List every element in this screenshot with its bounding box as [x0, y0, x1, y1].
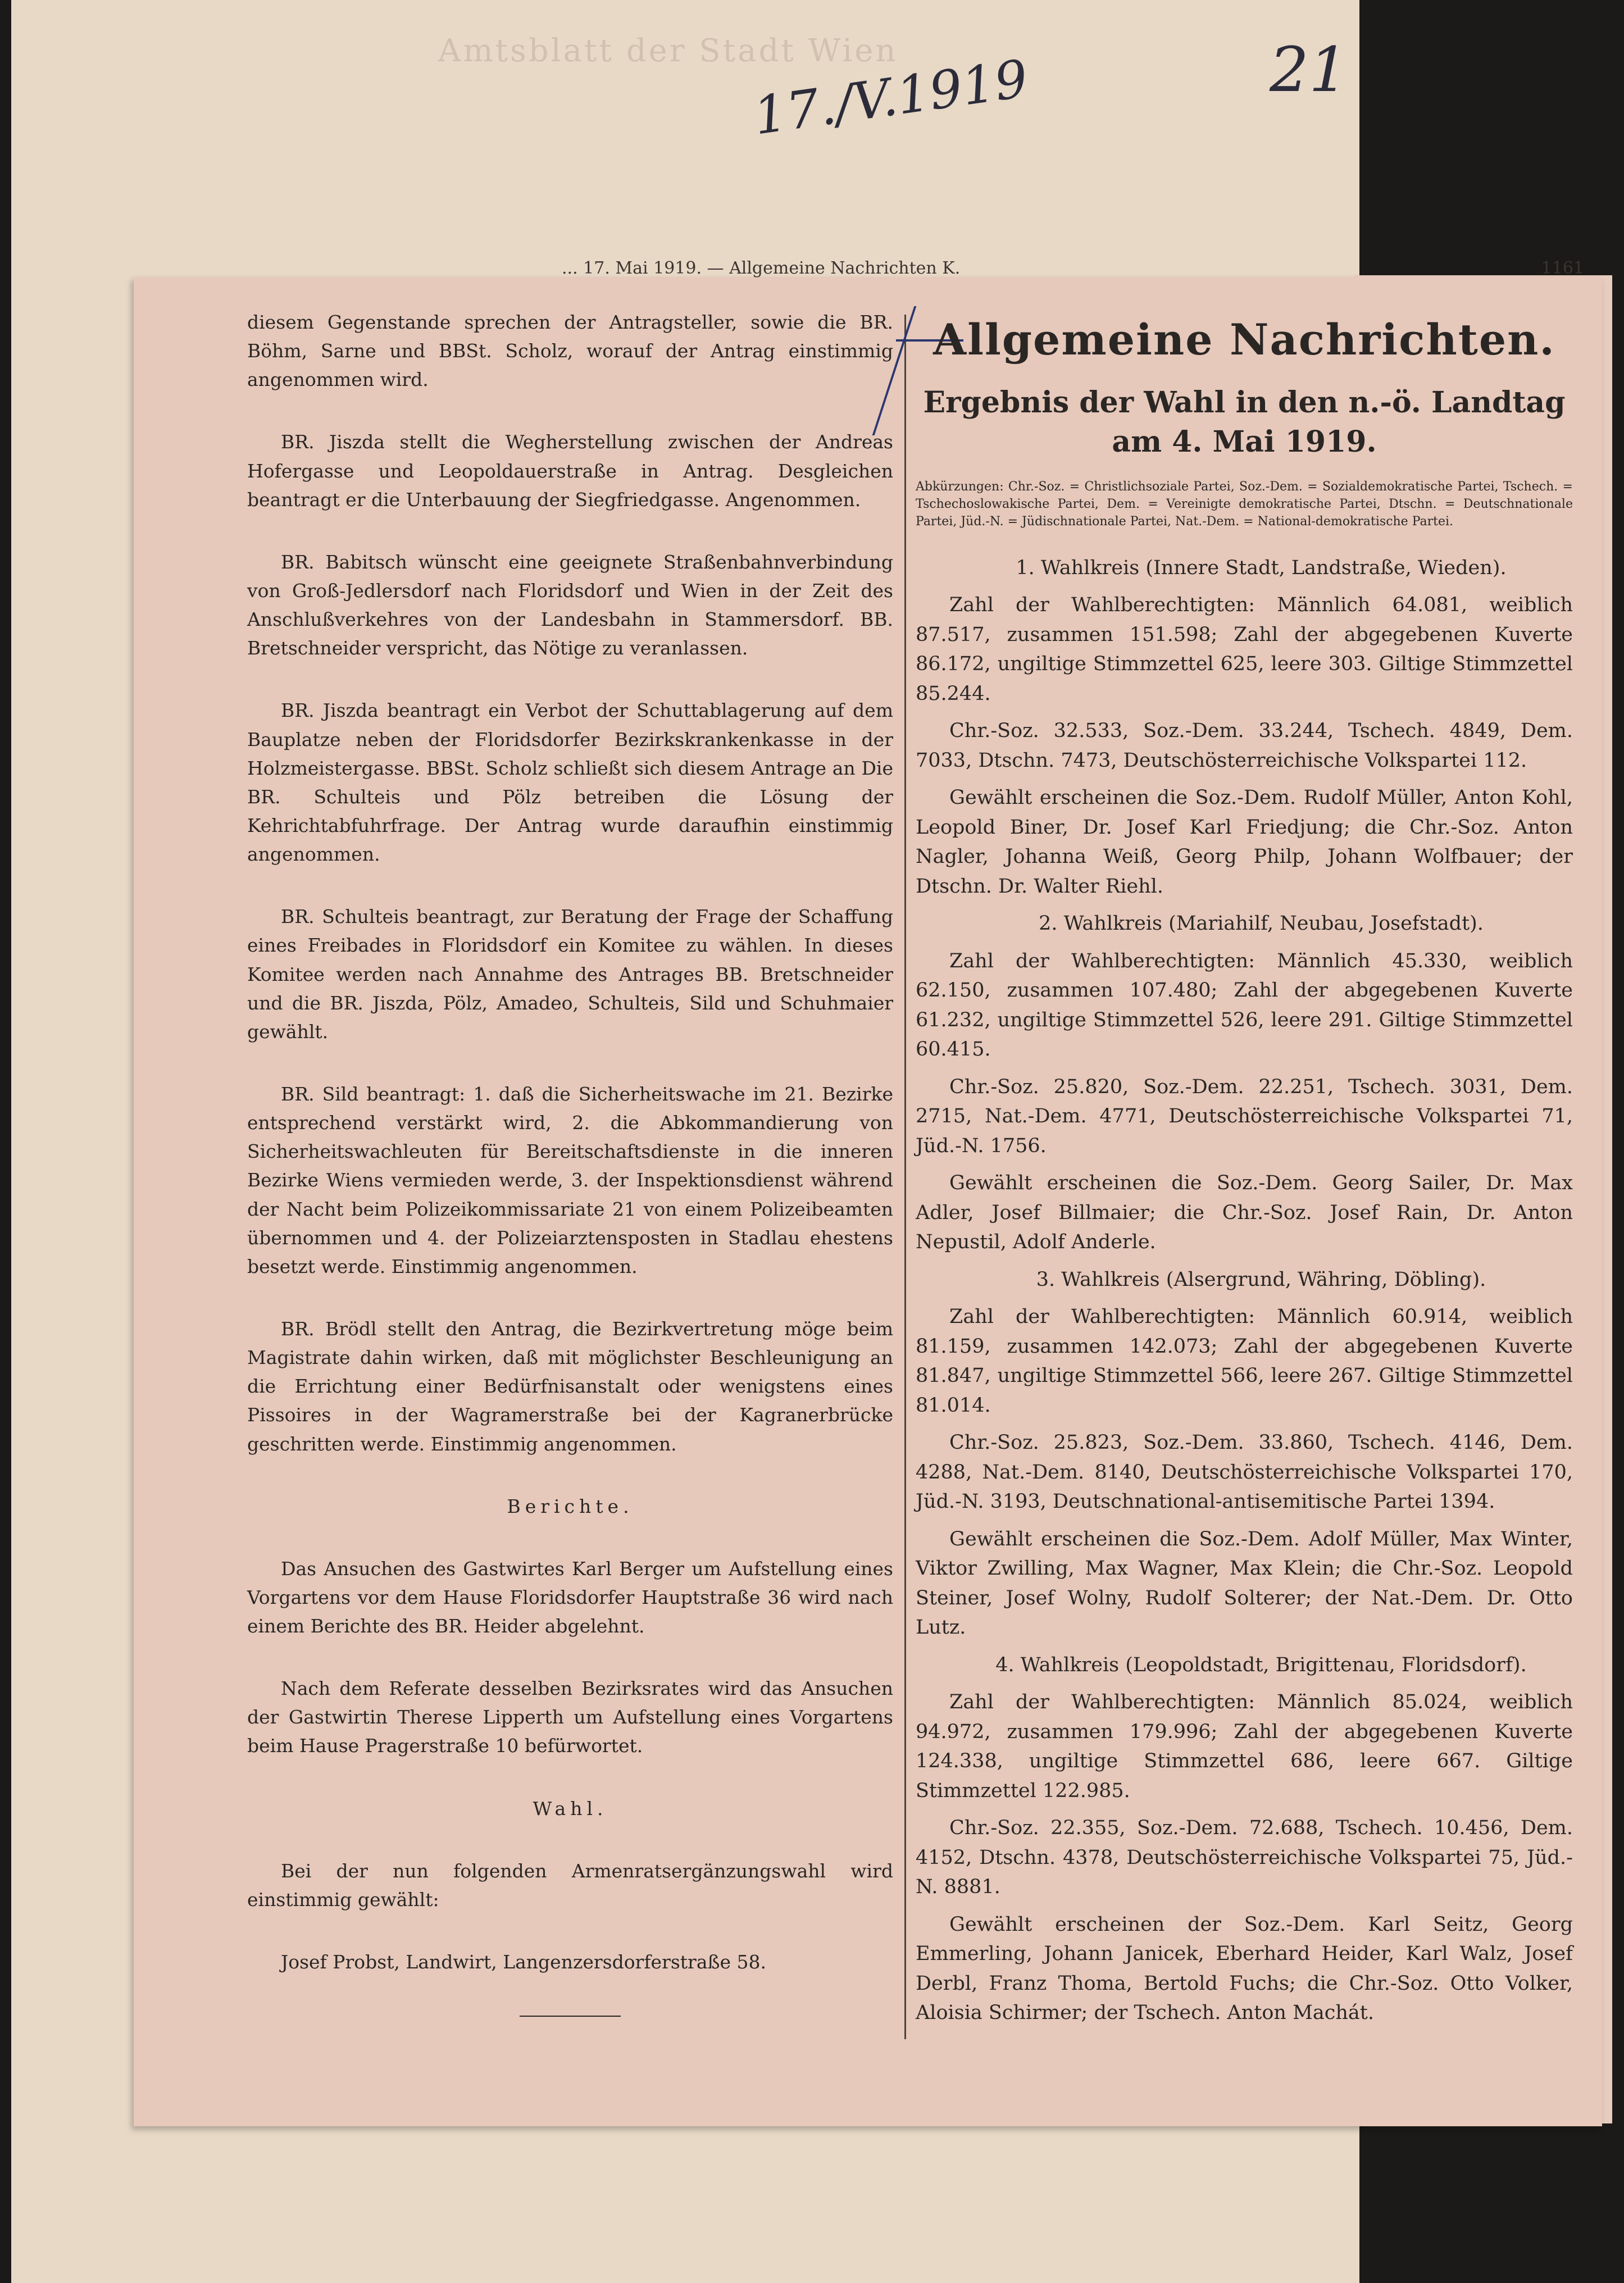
district-votes: Chr.-Soz. 25.823, Soz.-Dem. 33.860, Tschech. 4146, Dem. 4288, Nat.-Dem. 8140, Deutschösterreichische Volkspartei 170, Jüd.-N. 3193, Deutschnational-antisemitische Partei 1394.	[916, 1431, 1573, 1513]
section-title: Allgemeine Nachrichten.	[933, 315, 1555, 365]
clipping-header	[562, 258, 1601, 281]
district-block	[916, 1650, 1573, 2028]
right-column	[916, 308, 1573, 2036]
handwritten-date: 17./V.1919	[749, 48, 1032, 147]
district-votes: Chr.-Soz. 22.355, Soz.-Dem. 72.688, Tschech. 10.456, Dem. 4152, Dtschn. 4378, Deutschösterreichische Volkspartei 75, Jüd.-N. 8881.	[916, 1817, 1573, 1899]
district-elected: Gewählt erscheinen der Soz.-Dem. Karl Seitz, Georg Emmerling, Johann Janicek, Eberhard Heider, Karl Walz, Josef Derbl, Franz Thoma, Bertold Fuchs; die Chr.-Soz. Otto Volker, Aloisia Schirmer; der Tschech. Anton Machát.	[916, 1913, 1573, 2025]
handwritten-page-number: 21	[1270, 34, 1348, 106]
paragraph: BR. Schulteis beantragt, zur Beratung der Frage der Schaffung eines Freibades in Floridsdorf ein Komitee zu wählen. In dieses Komitee werden nach Annahme des Antrages BB. Bretschneider und die BR. Jiszda, Pölz, Amadeo, Schulteis, Sild und Schuhmaier gewählt.	[247, 906, 893, 1043]
header-text: ... 17. Mai 1919. — Allgemeine Nachrichten K.	[562, 258, 961, 278]
paragraph: Nach dem Referate desselben Bezirksrates wird das Ansuchen der Gastwirtin Therese Lipperth um Aufstellung eines Vorgartens beim Hause Pragerstraße 10 befürwortet.	[247, 1677, 893, 1757]
paragraph: BR. Jiszda beantragt ein Verbot der Schuttablagerung auf dem Bauplatze neben der Floridsdorfer Bezirkskrankenkasse in der Holzmeistergasse. BBSt. Scholz schließt sich diesem Antrage an Die BR. Schulteis und Pölz betreiben die Lösung der Kehrichtabfuhrfrage. Der Antrag wurde daraufhin einstimmig angenommen.	[247, 699, 893, 866]
district-stats: Zahl der Wahlberechtigten: Männlich 85.024, weiblich 94.972, zusammen 179.996; Zahl der abgegebenen Kuverte 124.338, ungiltige Stimmzettel 686, leere 667. Giltige Stimmzettel 122.985.	[916, 1691, 1573, 1802]
district-stats: Zahl der Wahlberechtigten: Männlich 45.330, weiblich 62.150, zusammen 107.480; Zahl der abgegebenen Kuverte 61.232, ungiltige Stimmzettel 526, leere 291. Giltige Stimmzettel 60.415.	[916, 949, 1573, 1061]
district-stats: Zahl der Wahlberechtigten: Männlich 60.914, weiblich 81.159, zusammen 142.073; Zahl der abgegebenen Kuverte 81.847, ungiltige Stimmzettel 566, leere 267. Giltige Stimmzettel 81.014.	[916, 1306, 1573, 1417]
district-block	[916, 909, 1573, 1257]
paragraph: Bei der nun folgenden Armenratsergänzungswahl wird einstimmig gewählt:	[247, 1859, 893, 1911]
abbreviations-note: Abkürzungen: Chr.-Soz. = Christlichsoziale Partei, Soz.-Dem. = Sozialdemokratische Partei, Tschech. = Tschechoslowakische Partei, Dem. = Vereinigte demokratische Partei, Dtschn. = Deutschnationale Partei, Jüd.-N. = Jüdischnationale Partei, Nat.-Dem. = National-demokratische Partei.	[916, 480, 1573, 529]
headline-line-1: Ergebnis der Wahl in den n.-ö. Landtag	[923, 385, 1566, 420]
paragraph: BR. Jiszda stellt die Wegherstellung zwischen der Andreas Hofergasse und Leopoldauerstraße in Antrag. Desgleichen beantragt er die Unterbauung der Siegfriedgasse. Angenommen.	[247, 431, 893, 511]
column-divider	[904, 315, 906, 2039]
paragraph: diesem Gegenstande sprechen der Antragsteller, sowie die BR. Böhm, Sarne und BBSt. Scholz, worauf der Antrag einstimmig angenommen wird.	[247, 311, 893, 391]
district-heading: 1. Wahlkreis (Innere Stadt, Landstraße, Wieden).	[1016, 556, 1507, 579]
headline-line-2: am 4. Mai 1919.	[1112, 425, 1377, 460]
district-block	[916, 553, 1573, 902]
section-heading: Berichte.	[507, 1495, 634, 1517]
archive-stamp: Amtsblatt der Stadt Wien	[438, 33, 898, 69]
article-headline	[916, 383, 1573, 462]
district-elected: Gewählt erscheinen die Soz.-Dem. Georg Sailer, Dr. Max Adler, Josef Billmaier; die Chr.-Soz. Josef Rain, Dr. Anton Nepustil, Adolf Anderle.	[916, 1172, 1573, 1254]
end-rule	[520, 2016, 621, 2017]
section-heading: Wahl.	[533, 1797, 608, 1820]
paragraph: BR. Babitsch wünscht eine geeignete Straßenbahnverbindung von Groß-Jedlersdorf nach Floridsdorf und Wien in der Zeit des Anschlußverkehres von der Landesbahn in Stammersdorf. BB. Bretschneider verspricht, das Nötige zu veranlassen.	[247, 551, 893, 660]
district-elected: Gewählt erscheinen die Soz.-Dem. Rudolf Müller, Anton Kohl, Leopold Biner, Dr. Josef Karl Friedjung; die Chr.-Soz. Anton Nagler, Johanna Weiß, Georg Philp, Johann Wolfbauer; der Dtschn. Dr. Walter Riehl.	[916, 786, 1573, 898]
left-column	[247, 308, 893, 2017]
district-stats: Zahl der Wahlberechtigten: Männlich 64.081, weiblich 87.517, zusammen 151.598; Zahl der abgegebenen Kuverte 86.172, ungiltige Stimmzettel 625, leere 303. Giltige Stimmzettel 85.244.	[916, 594, 1573, 705]
district-elected: Gewählt erscheinen die Soz.-Dem. Adolf Müller, Max Winter, Viktor Zwilling, Max Wagner, Max Klein; die Chr.-Soz. Leopold Steiner, Josef Wolny, Rudolf Solterer; der Nat.-Dem. Dr. Otto Lutz.	[916, 1527, 1573, 1639]
district-heading: 3. Wahlkreis (Alsergrund, Währing, Döbling).	[1036, 1268, 1486, 1291]
district-block	[916, 1265, 1573, 1643]
paragraph: BR. Brödl stellt den Antrag, die Bezirkvertretung möge beim Magistrate dahin wirken, daß mit möglichster Beschleunigung an die Errichtung einer Bedürfnisanstalt oder wenigstens eines Pissoires in der Wagramerstraße bei der Kagranerbrücke geschritten werde. Einstimmig angenommen.	[247, 1317, 893, 1455]
district-votes: Chr.-Soz. 32.533, Soz.-Dem. 33.244, Tschech. 4849, Dem. 7033, Dtschn. 7473, Deutschösterreichische Volkspartei 112.	[916, 720, 1573, 772]
paragraph: Josef Probst, Landwirt, Langenzersdorferstraße 58.	[281, 1951, 767, 1973]
district-heading: 4. Wahlkreis (Leopoldstadt, Brigittenau, Floridsdorf).	[995, 1653, 1527, 1676]
district-heading: 2. Wahlkreis (Mariahilf, Neubau, Josefstadt).	[1039, 912, 1484, 935]
paragraph: Das Ansuchen des Gastwirtes Karl Berger um Aufstellung eines Vorgartens vor dem Hause Floridsdorfer Hauptstraße 36 wird nach einem Berichte des BR. Heider abgelehnt.	[247, 1557, 893, 1638]
printed-page-number: 1161	[1541, 258, 1584, 278]
paragraph: BR. Sild beantragt: 1. daß die Sicherheitswache im 21. Bezirke entsprechend verstärkt wird, 2. die Abkommandierung von Sicherheitswachleuten für Bereitschaftsdienste in die inneren Bezirke Wiens vermieden werde, 3. der Inspektionsdienst während der Nacht beim Polizeikommissariate 21 von einem Polizeibeamten übernommen und 4. der Polizeiarztensposten in Stadlau ehestens besetzt werde. Einstimmig angenommen.	[247, 1083, 893, 1277]
district-votes: Chr.-Soz. 25.820, Soz.-Dem. 22.251, Tschech. 3031, Dem. 2715, Nat.-Dem. 4771, Deutschösterreichische Volkspartei 71, Jüd.-N. 1756.	[916, 1075, 1573, 1157]
